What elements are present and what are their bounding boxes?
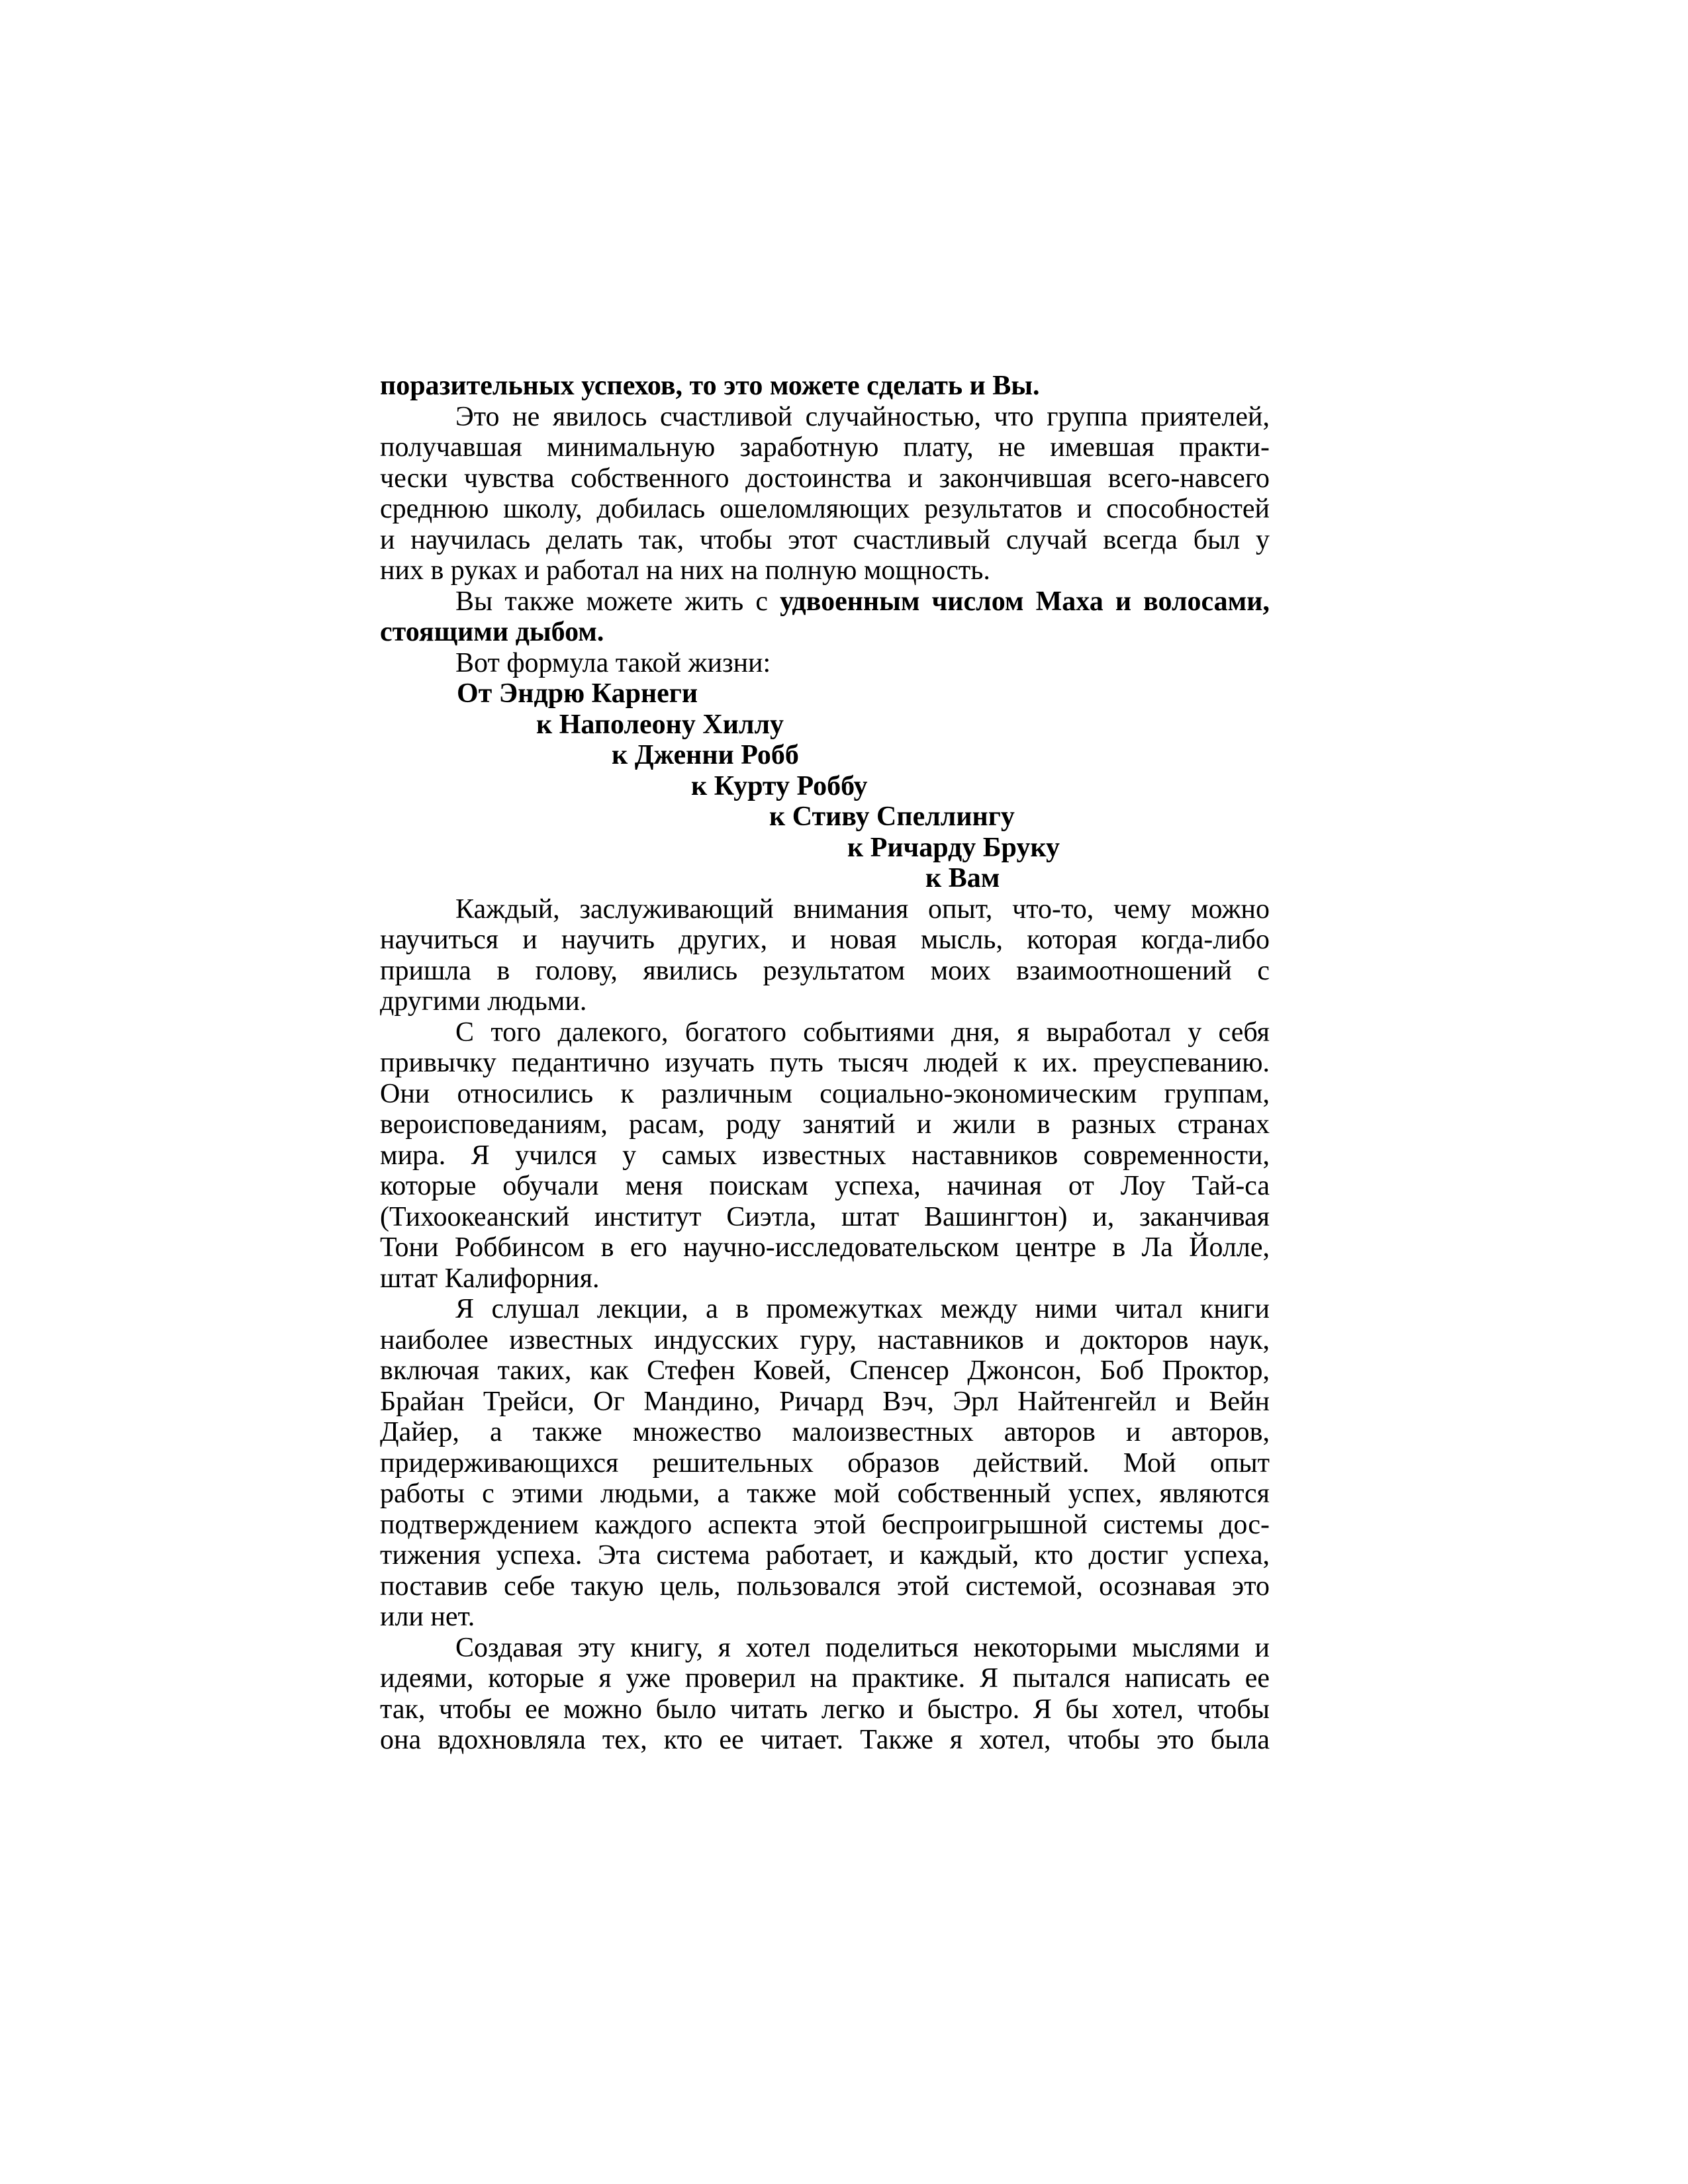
text-run: включая таких, как Стефен Ковей, Спенсер Джонсон, Боб Проктор, [380, 1355, 1270, 1386]
text-run: другими людьми. [380, 986, 587, 1017]
formula-chain-item: к Стиву Спеллингу [769, 801, 1015, 832]
text-run: Создавая эту книгу, я хотел поделиться некоторыми мыслями и [455, 1632, 1270, 1663]
text-run: получавшая минимальную заработную плату, не имевшая практи- [380, 432, 1270, 463]
text-run: Дайер, а также множество малоизвестных авторов и авторов, [380, 1417, 1270, 1447]
page-text [380, 371, 1270, 1756]
formula-chain-item: От Эндрю Карнеги [457, 678, 698, 709]
text-line [380, 1048, 1270, 1079]
text-line [380, 432, 1270, 463]
text-lines-after-chain [380, 894, 1270, 1756]
text-run: С того далекого, богатого событиями дня, я выработал у себя [455, 1017, 1270, 1048]
text-line [380, 1387, 1270, 1418]
text-line [380, 1694, 1270, 1725]
text-run: них в руках и работал на них на полную мощность. [380, 555, 990, 586]
text-line [380, 1479, 1270, 1510]
text-line [380, 1571, 1270, 1602]
text-run: привычку педантично изучать путь тысяч людей к их. преуспеванию. [380, 1048, 1270, 1078]
text-run: Они относились к различным социально-экономическим группам, [380, 1078, 1270, 1109]
text-line [380, 1232, 1270, 1263]
text-line [380, 1417, 1270, 1448]
text-run: подтверждением каждого аспекта этой беспроигрышной системы дос- [380, 1509, 1270, 1540]
text-line [380, 1663, 1270, 1694]
text-run: которые обучали меня поискам успеха, начиная от Лоу Тай-са [380, 1171, 1270, 1201]
text-line [380, 1202, 1270, 1233]
text-line [380, 1325, 1270, 1356]
text-line [380, 1140, 1270, 1171]
text-run: (Тихоокеанский институт Сиэтла, штат Вашингтон) и, заканчивая [380, 1201, 1270, 1232]
text-run: и научилась делать так, чтобы этот счастливый случай всегда был у [380, 524, 1270, 555]
text-line [380, 1633, 1270, 1664]
formula-chain-item: к Ричарду Бруку [847, 832, 1060, 863]
text-run: наиболее известных индусских гуру, наставников и докторов наук, [380, 1324, 1270, 1355]
text-run: среднюю школу, добилась ошеломляющих результатов и способностей [380, 494, 1270, 524]
text-line [380, 1079, 1270, 1110]
text-run: вероисповеданиям, расам, роду занятий и жили в разных странах [380, 1109, 1270, 1140]
text-line [380, 586, 1270, 617]
text-lines-before-chain [380, 371, 1270, 678]
text-run: научиться и научить других, и новая мысль, которая когда-либо [380, 925, 1270, 955]
text-line [380, 1294, 1270, 1325]
formula-chain-item: к Вам [925, 863, 1000, 893]
text-run: она вдохновляла тех, кто ее читает. Также я хотел, чтобы это была [380, 1725, 1270, 1755]
text-line [380, 463, 1270, 494]
text-line [380, 555, 1270, 586]
text-run: чески чувства собственного достоинства и закончившая всего-навсего [380, 463, 1270, 494]
text-run: Это не явилось счастливой случайностью, что группа приятелей, [455, 401, 1270, 432]
text-run: Брайан Трейси, Ог Мандино, Ричард Вэч, Эрл Найтенгейл и Вейн [380, 1386, 1270, 1417]
text-run: идеями, которые я уже проверил на практике. Я пытался написать ее [380, 1663, 1270, 1694]
text-line [380, 1725, 1270, 1756]
text-line [380, 494, 1270, 525]
text-run: работы с этими людьми, а также мой собственный успех, являются [380, 1479, 1270, 1509]
text-run: Я слушал лекции, а в промежутках между ними читал книги [455, 1294, 1270, 1324]
text-line [380, 1017, 1270, 1048]
text-line [380, 986, 1270, 1017]
text-run: мира. Я учился у самых известных наставников современности, [380, 1140, 1270, 1171]
text-run: поразительных успехов, то это можете сделать и Вы. [380, 371, 1040, 401]
formula-chain-item: к Курту Роббу [691, 770, 868, 801]
text-run: придерживающихся решительных образов действий. Мой опыт [380, 1447, 1270, 1479]
text-line [380, 925, 1270, 956]
text-line [380, 1540, 1270, 1571]
text-run: тижения успеха. Эта система работает, и каждый, кто достиг успеха, [380, 1540, 1270, 1570]
text-run: поставив себе такую цель, пользовался этой системой, осознавая это [380, 1570, 1270, 1602]
text-line [380, 371, 1270, 402]
text-run: пришла в голову, явились результатом моих взаимоотношений с [380, 955, 1270, 986]
text-line [380, 1171, 1270, 1202]
text-line [380, 1263, 1270, 1295]
text-line [380, 1448, 1270, 1479]
text-line [380, 1109, 1270, 1140]
text-run: или нет. [380, 1602, 475, 1632]
text-line [380, 402, 1270, 433]
formula-chain [380, 678, 1270, 894]
text-line [380, 894, 1270, 925]
text-line [380, 617, 1270, 648]
text-line [380, 1510, 1270, 1541]
formula-chain-item: к Наполеону Хиллу [536, 709, 784, 740]
text-line [380, 648, 1270, 679]
text-run: Вот формула такой жизни: [455, 647, 771, 678]
text-line [380, 956, 1270, 987]
formula-chain-item: к Дженни Робб [612, 740, 799, 770]
text-run: Тони Роббинсом в его научно-исследовательском центре в Ла Йолле, [380, 1232, 1270, 1263]
text-line [380, 1602, 1270, 1633]
text-run: Вы также можете жить с [455, 586, 780, 617]
text-run: так, чтобы ее можно было читать легко и быстро. Я бы хотел, чтобы [380, 1694, 1270, 1725]
text-line [380, 525, 1270, 556]
text-run: штат Калифорния. [380, 1263, 600, 1294]
text-line [380, 1355, 1270, 1387]
text-run: стоящими дыбом. [380, 617, 604, 647]
text-run: удвоенным числом Маха и волосами, [780, 586, 1270, 617]
text-run: Каждый, заслуживающий внимания опыт, что-то, чему можно [455, 893, 1270, 925]
